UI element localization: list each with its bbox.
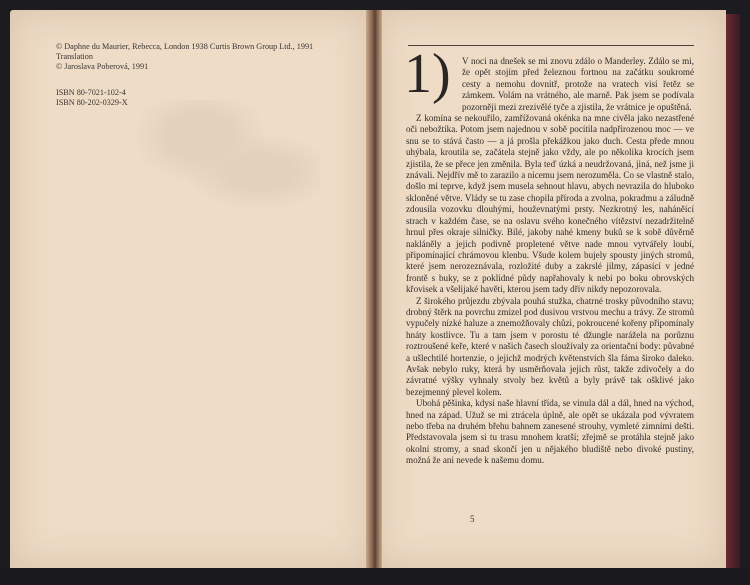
book-gutter [366,10,382,568]
page-number: 5 [470,514,475,524]
bottom-shadow [0,568,750,585]
cover-edge [726,14,740,568]
chapter-text [406,56,694,467]
paragraph: V noci na dnešek se mi znovu zdálo o Manderley. Zdálo se mi, že opět stojím před železnou fortnou na začátku soukromé cesty a nemohu dovnitř, protože na vratech visí řetěz se zámkem. Volám na vrátného, ale marně. Pak jsem se podívala pozorněji mezi zrezivělé tyče a zjistila, že vrátnice je opuštěná. [462,56,694,112]
isbn-line: ISBN 80-202-0329-X [56,98,128,107]
copyright-line: Translation [56,52,93,61]
copyright-line: © Daphne du Maurier, Rebecca, London 1938 Curtis Brown Group Ltd., 1991 [56,42,314,51]
paragraph: Z komína se nekouřilo, zamřížovaná okénka na mne civěla jako nezastřené oči nebožtíka. Potom jsem najednou v sobě pocítila nadpřirozenou moc — ve snu se to stává často — a já prošla překážkou jako duch. Cesta přede mnou uhýbala, kroutila se, začátela stejně jako vždy, ale po několika krocích jsem zjistila, že se přece jen změnila. Byla teď úzká a neudržovaná, jiná, než jsme ji znávali. Nejdřív mě to zarazilo a nicemu jsem nerozuměla. Co se vlastně stalo, došlo mi teprve, když jsem musela sehnout hlavu, abych nevrazila do hluboko skloněné větve. Vlády se tu zase chopila příroda a zvolna, pokradmu a záludně zdousila vozovku dlouhými, houževnatými prsty. Nezkrotný les, naháněící strach v každém čase, se na oslavu svého konečného vítězství nezadržitelně hrnul přes okraje silničky. Bílé, jakoby nahé kmeny buků se k sobě důvěrně nakláněly a jejich podivně propletené větve nade mnou vytvářely loubí, připomínající chrámovou klenbu. Všude kolem bujely spousty jiných stromů, které jsem nerozeznávala, rozložité duby a zakrslé jilmy, zápasící v jedné frontě s buky, se z poklidné půdy napřahovaly k nebi po boku obrovských křovisek a všelijaké havěti, kterou jsem tady dřív nikdy nepozorovala. [406,113,694,295]
show-through-ghost [120,100,320,220]
chapter-number: 1) [404,43,451,105]
chapter-rule [408,45,694,46]
copyright-block [56,42,313,108]
copyright-line: © Jaroslava Poberová, 1991 [56,62,149,71]
paragraph: Ubohá pěšinka, kdysi naše hlavní třída, se vinula dál a dál, hned na východ, hned na západ. Užuž se mi ztrácela úplně, ale opět se ukázala pod vývratem nebo třeba na druhém břehu bahnem zanesené strouhy, vymleté zimními dešti. Představovala jsem si tu trasu mnohem kratší; zřejmě se protáhla stejně jako okolní stromy, a snad skončí jen u nějakého bludiště nebo divoké pustiny, možná že ani nevede k našemu domu. [406,398,694,466]
paragraph: Z širokého průjezdu zbývala pouhá stužka, chatrné trosky původního stavu; drobný štěrk na povrchu zmizel pod dusivou vrstvou mechu a trávy. Ze stromů vypučely nízké haluze a znemožňovaly chůzi, pokroucené kořeny připomínaly hnáty kostlivce. Tu a tam jsem v porostu té džungle narážela na porůznu roztroušené keře, které v našich časech sloužívaly za orientační body: půvabné a ušlechtilé hortenzie, o jejichž modrých květenstvích šla fáma široko daleko. Avšak nebylo ruky, která by usměrňovala jejich růst, takže zdivočely a do závratné výšky vyhnaly stvoly bez květů a byly právě tak ošklivé jako bezejmenný plevel kolem. [406,295,694,397]
isbn-line: ISBN 80-7021-102-4 [56,88,126,97]
